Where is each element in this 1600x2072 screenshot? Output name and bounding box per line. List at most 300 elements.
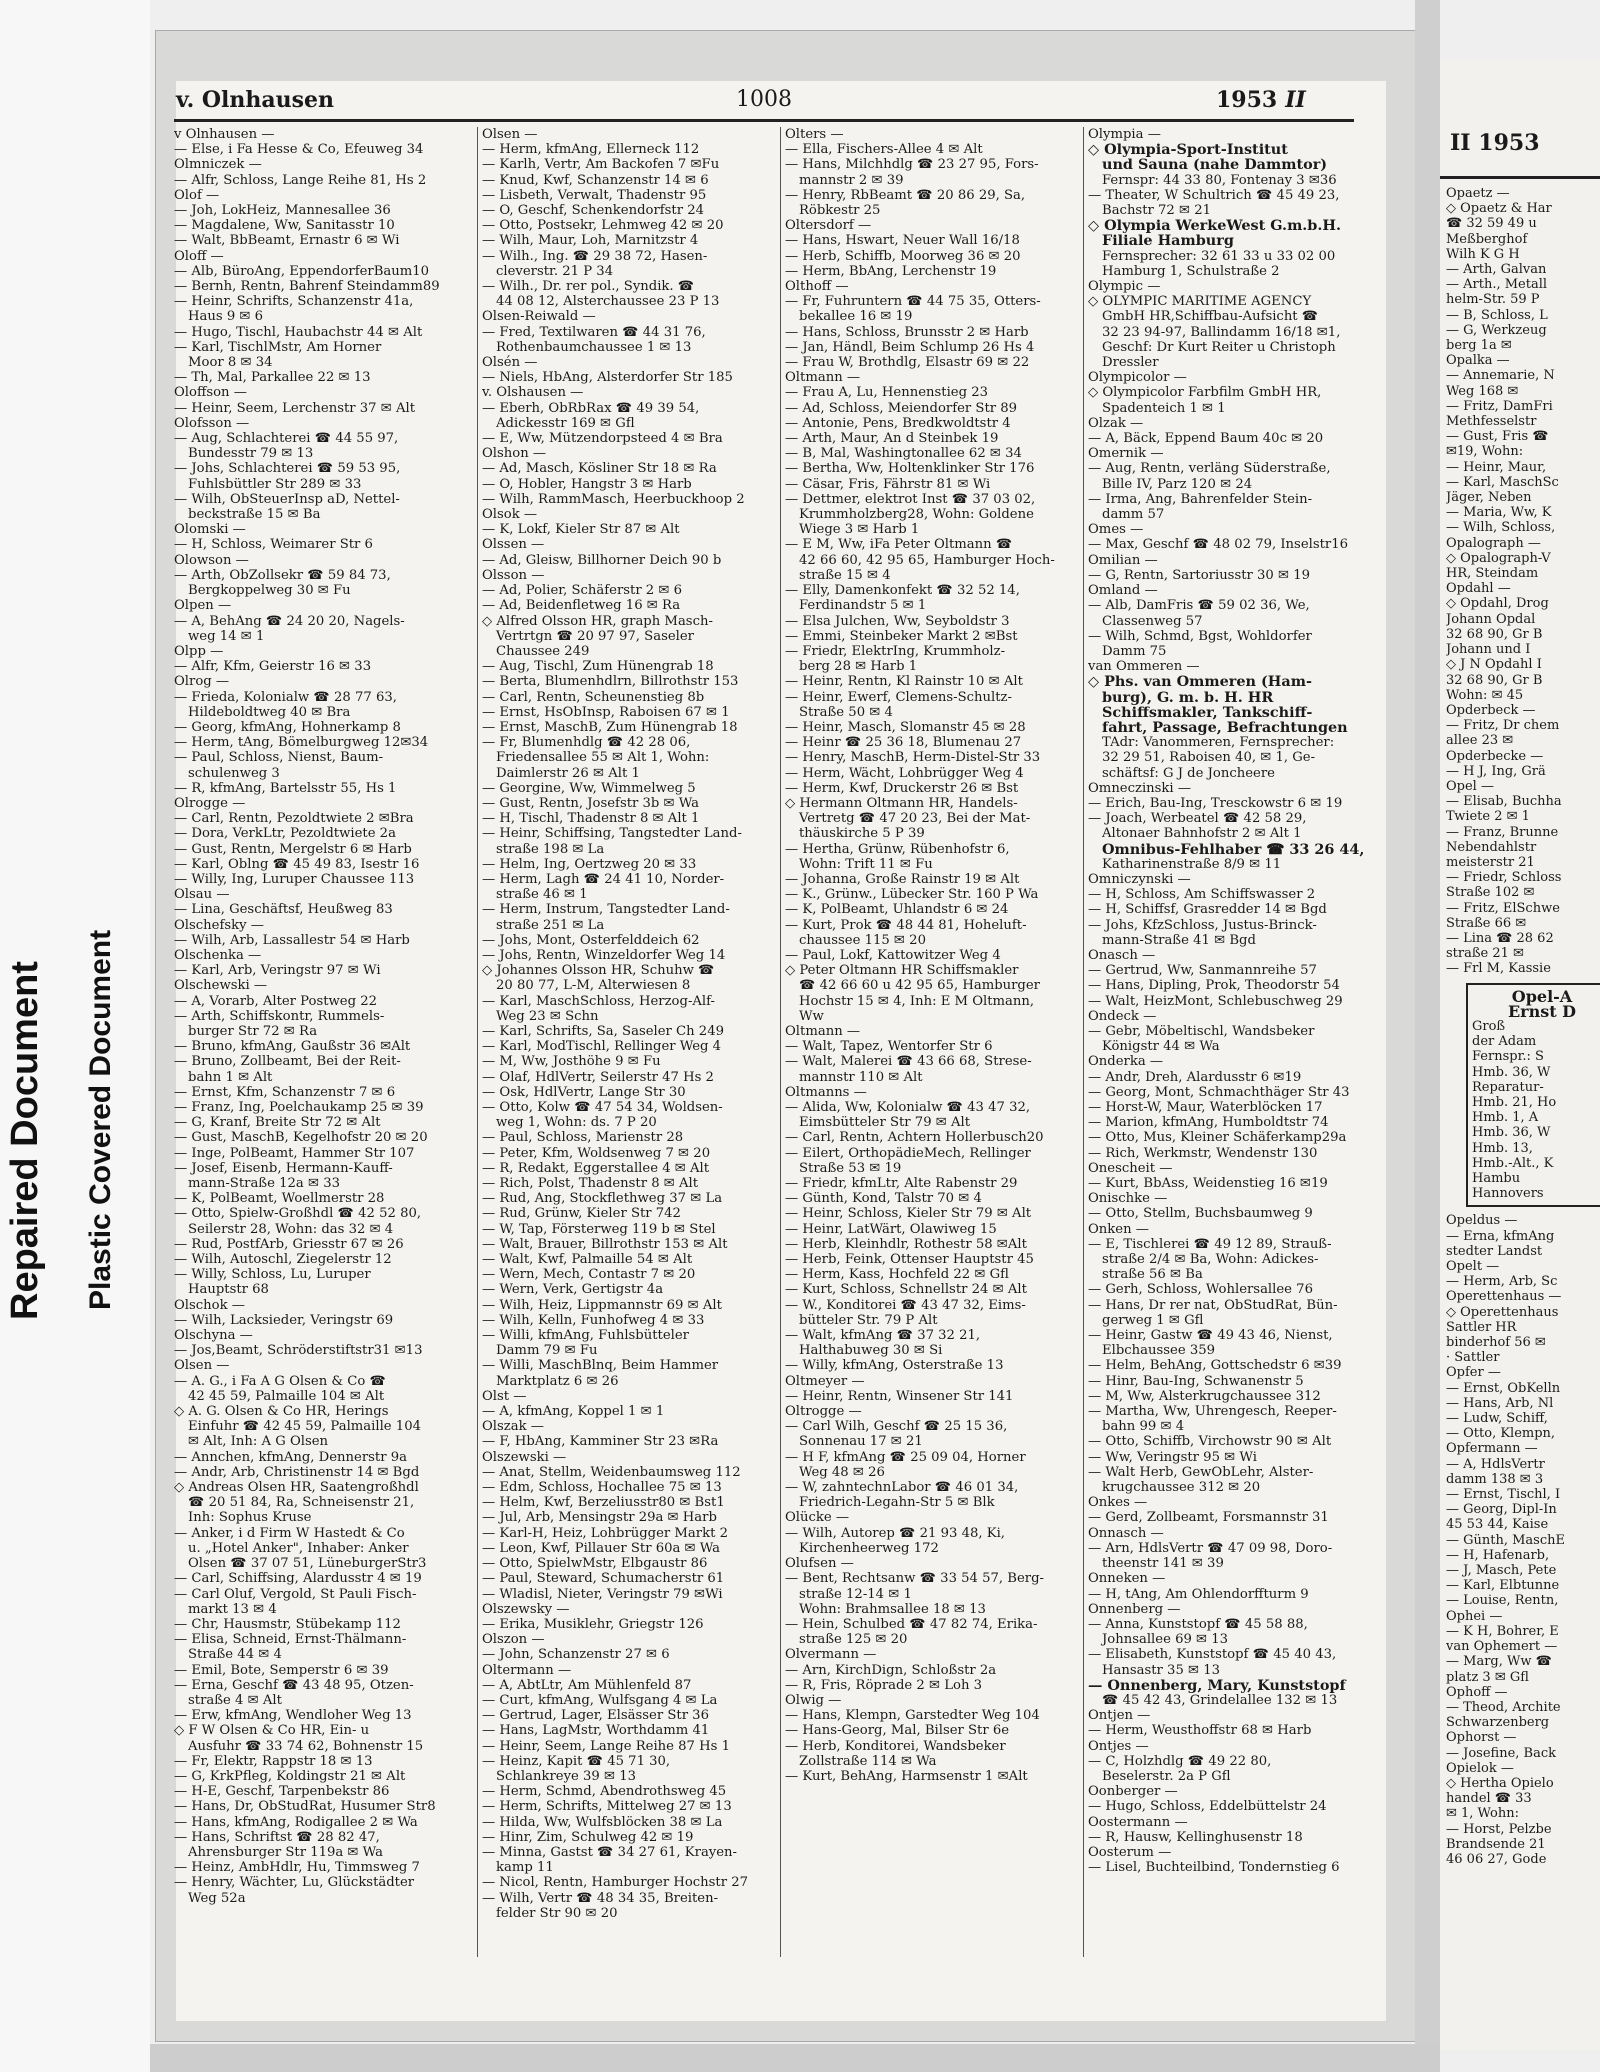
directory-entry-line: — Wilh, Maur, Loh, Marnitzstr 4 xyxy=(482,233,699,249)
directory-entry-line: — H, Schloss, Weimarer Str 6 xyxy=(174,537,373,553)
directory-entry-line: — Arth, Maur, An d Steinbek 19 xyxy=(785,431,999,447)
next-page-entry-line: — Karl, Elbtunne xyxy=(1446,1578,1560,1594)
directory-entry-line: — Helm, Kwf, Berzeliusstr80 ✉ Bst1 xyxy=(482,1495,725,1511)
directory-entry-line: ◇ Olympia WerkeWest G.m.b.H. xyxy=(1088,218,1341,234)
directory-entry-line: — Gebr, Möbeltischl, Wandsbeker xyxy=(1088,1023,1315,1039)
directory-entry-line: — Herm, Lagh ☎ 24 41 10, Norder- xyxy=(482,871,725,887)
directory-entry-line: — Elisabeth, Kunststopf ☎ 45 40 43, xyxy=(1088,1647,1337,1663)
directory-entry-line: — Walt, HeizMont, Schlebuschweg 29 xyxy=(1088,993,1343,1009)
directory-entry-line: Friedrich-Legahn-Str 5 ✉ Blk xyxy=(799,1495,995,1511)
directory-entry-line: Olpen — xyxy=(174,598,232,614)
directory-entry-line: beckstraße 15 ✉ Ba xyxy=(188,507,321,523)
directory-entry-line: — Gust, Rentn, Josefstr 3b ✉ Wa xyxy=(482,795,700,811)
directory-entry-line: — Bruno, kfmAng, Gaußstr 36 ✉Alt xyxy=(174,1039,411,1055)
directory-entry-line: — Herb, Kleinhdlr, Rothestr 58 ✉Alt xyxy=(785,1236,1027,1252)
directory-entry-line: — A. G., i Fa A G Olsen & Co ☎ xyxy=(174,1373,386,1389)
directory-entry-line: straße 125 ✉ 20 xyxy=(799,1632,908,1648)
directory-entry-line: — Heinr, Rentn, Winsener Str 141 xyxy=(785,1388,1014,1404)
next-page-entry-line: der Adam xyxy=(1472,1034,1537,1050)
directory-entry-line: u. „Hotel Anker", Inhaber: Anker xyxy=(188,1540,409,1556)
next-page-entry-line: — Wilh, Schloss, xyxy=(1446,520,1556,536)
directory-entry-line: — Anat, Stellm, Weidenbaumsweg 112 xyxy=(482,1464,741,1480)
directory-entry-line: — Kurt, BbAss, Weidenstieg 16 ✉19 xyxy=(1088,1176,1328,1192)
next-page-entry-line: Fernspr.: S xyxy=(1472,1049,1544,1065)
directory-entry-line: Onneken — xyxy=(1088,1571,1166,1587)
next-page-entry-line: Weg 168 ✉ xyxy=(1446,383,1519,399)
directory-entry-line: — Heinr ☎ 25 36 18, Blumenau 27 xyxy=(785,735,1022,751)
directory-entry-line: Spadenteich 1 ✉ 1 xyxy=(1102,400,1226,416)
directory-entry-line: Onnasch — xyxy=(1088,1525,1164,1541)
next-page-lines-top xyxy=(1446,186,1600,977)
next-page-entry-line: Johann und I xyxy=(1446,642,1531,658)
directory-entry-line: Olsau — xyxy=(174,887,230,903)
next-page-entry-line: meisterstr 21 xyxy=(1446,854,1535,870)
directory-entry-line: — Otto, Mus, Kleiner Schäferkamp29a xyxy=(1088,1130,1347,1146)
directory-entry-line: — Wilh, Vertr ☎ 48 34 35, Breiten- xyxy=(482,1890,719,1906)
next-page-entry-line: — H J, Ing, Grä xyxy=(1446,763,1546,779)
directory-entry-line: — O, Geschf, Schenkendorfstr 24 xyxy=(482,203,704,219)
directory-entry-line: Hildeboldtweg 40 ✉ Bra xyxy=(188,704,351,720)
directory-entry-line: Olst — xyxy=(482,1388,527,1404)
directory-entry-line: — W, zahntechnLabor ☎ 46 01 34, xyxy=(785,1480,1019,1496)
directory-entry-line: Daimlerstr 26 ✉ Alt 1 xyxy=(496,765,640,781)
directory-entry-line: bahn 99 ✉ 4 xyxy=(1102,1419,1185,1435)
directory-entry-line: — A, Bäck, Eppend Baum 40c ✉ 20 xyxy=(1088,431,1324,447)
next-page-entry-line: Hambu xyxy=(1472,1171,1521,1186)
directory-entry-line: fahrt, Passage, Befrachtungen xyxy=(1102,719,1348,736)
directory-entry-line: Onasch — xyxy=(1088,947,1156,963)
directory-entry-line: — Carl, Rentn, Scheunenstieg 8b xyxy=(482,689,705,705)
directory-entry-line: — Friedr, kfmLtr, Alte Rabenstr 29 xyxy=(785,1176,1018,1192)
directory-entry-line: mann-Straße 41 ✉ Bgd xyxy=(1102,932,1256,948)
directory-entry-line: Olszewsky — xyxy=(482,1601,570,1617)
directory-entry-line: Onnenberg — xyxy=(1088,1601,1181,1617)
directory-entry-line: Haus 9 ✉ 6 xyxy=(188,309,264,325)
directory-entry-line: Weg 48 ✉ 26 xyxy=(799,1464,885,1480)
directory-entry-line: — Olaf, HdlVertr, Seilerstr 47 Hs 2 xyxy=(482,1069,714,1085)
directory-entry-line: Straße 50 ✉ 4 xyxy=(799,704,893,720)
directory-entry-line: — Hans, Dr, ObStudRat, Husumer Str8 xyxy=(174,1799,436,1815)
directory-entry-line: Olympia — xyxy=(1088,127,1161,142)
directory-entry-line: Omneczinski — xyxy=(1088,780,1192,796)
next-page-entry-line: — A, HdlsVertr xyxy=(1446,1456,1545,1472)
directory-entry-line: — Fred, Textilwaren ☎ 44 31 76, xyxy=(482,324,706,340)
directory-entry-line: — Fr, Blumenhdlg ☎ 42 28 06, xyxy=(482,735,691,751)
directory-entry-line: weg 14 ✉ 1 xyxy=(188,628,265,644)
side-labels xyxy=(0,0,150,2072)
directory-entry-line: ☎ 42 66 60 u 42 95 65, Hamburger xyxy=(799,978,1040,994)
directory-entry-line: straße 46 ✉ 1 xyxy=(496,887,588,903)
directory-entry-line: Damm 75 xyxy=(1102,643,1167,659)
directory-entry-line: Olof — xyxy=(174,187,220,203)
directory-entry-line: — Hans, Milchhdlg ☎ 23 27 95, Fors- xyxy=(785,157,1039,173)
directory-entry-line: — Hans, Schloss, Brunsstr 2 ✉ Harb xyxy=(785,324,1029,340)
directory-entry-line: — Hinr, Zim, Schulweg 42 ✉ 19 xyxy=(482,1829,694,1845)
directory-entry-line: — Onnenberg, Mary, Kunststopf xyxy=(1088,1677,1346,1693)
directory-entry-line: Oltermann — xyxy=(482,1662,572,1678)
next-page-entry-line: Wohn: ✉ 45 xyxy=(1446,687,1524,703)
directory-entry-line: Olsson — xyxy=(482,567,545,583)
directory-entry-line: Eimsbütteler Str 79 ✉ Alt xyxy=(799,1115,971,1131)
directory-entry-line: ◇ Phs. van Ommeren (Ham- xyxy=(1088,674,1312,690)
directory-entry-line: Elbchaussee 359 xyxy=(1102,1343,1216,1359)
directory-entry-line: — Helm, BehAng, Gottschedstr 6 ✉39 xyxy=(1088,1358,1342,1374)
next-page-entry-line: Opel — xyxy=(1446,778,1494,794)
directory-entry-line: — Willi, kfmAng, Fuhlsbütteler xyxy=(482,1328,689,1344)
directory-entry-line: — G, Kranf, Breite Str 72 ✉ Alt xyxy=(174,1115,381,1131)
directory-entry-line: Omes — xyxy=(1088,522,1144,538)
directory-entry-line: — Günth, Kond, Talstr 70 ✉ 4 xyxy=(785,1191,982,1207)
directory-entry-line: — M, Ww, Alsterkrugchaussee 312 xyxy=(1088,1388,1321,1404)
directory-entry-line: — Walt, Malerei ☎ 43 66 68, Strese- xyxy=(785,1054,1032,1070)
directory-entry-line: — Berta, Blumenhdlrn, Billrothstr 153 xyxy=(482,674,739,690)
directory-entry-line: Oltmann — xyxy=(785,370,861,386)
directory-entry-line: — Nicol, Rentn, Hamburger Hochstr 27 xyxy=(482,1875,748,1891)
next-page-entry-line: ◇ Opaetz & Har xyxy=(1446,201,1552,217)
directory-entry-line: — Ella, Fischers-Allee 4 ✉ Alt xyxy=(785,142,983,158)
next-page-entry-line: ◇ Operettenhaus xyxy=(1446,1304,1559,1320)
next-page-entry-line: Twiete 2 ✉ 1 xyxy=(1446,809,1530,825)
scan-bottom-band xyxy=(150,2044,1440,2072)
directory-entry-line: Olvermann — xyxy=(785,1647,877,1663)
directory-entry-line: — A, kfmAng, Koppel 1 ✉ 1 xyxy=(482,1404,665,1420)
directory-entry-line: Zollstraße 114 ✉ Wa xyxy=(799,1753,937,1769)
directory-entry-line: — Heinr, Schloss, Kieler Str 79 ✉ Alt xyxy=(785,1206,1032,1222)
next-page-entry-line: Hmb. 13, xyxy=(1472,1140,1533,1156)
directory-entry-line: schäftsf: G J de Joncheere xyxy=(1102,765,1275,781)
next-page-entry-line: berg 1a ✉ xyxy=(1446,338,1512,354)
next-page-entry-line: — Gust, Fris ☎ xyxy=(1446,429,1549,445)
next-page-entry-line: stedter Landst xyxy=(1446,1243,1543,1259)
next-page-entry-line: Hmb. 1, A xyxy=(1472,1110,1539,1126)
directory-entry-line: — R, Redakt, Eggerstallee 4 ✉ Alt xyxy=(482,1160,710,1176)
next-page-year: 1953 xyxy=(1478,130,1540,156)
directory-entry-line: — Alida, Ww, Kolonialw ☎ 43 47 32, xyxy=(785,1100,1031,1115)
directory-entry-line: — Hans-Georg, Mal, Bilser Str 6e xyxy=(785,1723,1010,1739)
directory-entry-line: — Peter, Kfm, Woldsenweg 7 ✉ 20 xyxy=(482,1145,711,1161)
directory-entry-line: ◇ Peter Oltmann HR Schiffsmakler xyxy=(785,963,1019,979)
directory-entry-line: Marktplatz 6 ✉ 26 xyxy=(496,1373,619,1389)
directory-entry-line: — Hein, Schulbed ☎ 47 82 74, Erika- xyxy=(785,1616,1038,1632)
directory-entry-line: Olrog — xyxy=(174,674,230,690)
directory-entry-line: Rothenbaumchaussee 1 ✉ 13 xyxy=(496,339,692,355)
directory-entry-line: Halthabuweg 30 ✉ Si xyxy=(799,1343,943,1359)
directory-entry-line: TAdr: Vanommeren, Fernsprecher: xyxy=(1102,735,1335,751)
directory-entry-line: — H F, kfmAng ☎ 25 09 04, Horner xyxy=(785,1449,1026,1465)
repaired-document-label: Repaired Document xyxy=(4,961,46,1320)
directory-entry-line: — Carl Oluf, Vergold, St Pauli Fisch- xyxy=(174,1586,417,1602)
directory-entry-line: — Herm, Kwf, Druckerstr 26 ✉ Bst xyxy=(785,780,1019,796)
next-page-entry-line: Hannovers xyxy=(1472,1186,1544,1202)
next-page-entry-line: — Lina ☎ 28 62 xyxy=(1446,930,1554,946)
opel-advert-box xyxy=(1466,983,1600,1208)
directory-entry-line: — Rich, Polst, Thadenstr 8 ✉ Alt xyxy=(482,1176,699,1192)
directory-entry-line: — Heinr, Gastw ☎ 49 43 46, Nienst, xyxy=(1088,1328,1333,1344)
directory-entry-line: — Heinr, LatWärt, Olawiweg 15 xyxy=(785,1221,997,1237)
directory-entry-line: Olsen ☎ 37 07 51, LüneburgerStr3 xyxy=(188,1556,427,1572)
directory-entry-line: — Herb, Konditorei, Wandsbeker xyxy=(785,1738,1006,1754)
directory-entry-line: — Wern, Mech, Contastr 7 ✉ 20 xyxy=(482,1267,696,1283)
next-page-entry-line: Methfesselstr xyxy=(1446,414,1537,430)
directory-entry-line: Onderka — xyxy=(1088,1054,1164,1070)
directory-entry-line: — Johs, Mont, Osterfelddeich 62 xyxy=(482,932,700,948)
next-page-entry-line: handel ☎ 33 xyxy=(1446,1791,1532,1807)
directory-entry-line: — Paul, Lokf, Kattowitzer Weg 4 xyxy=(785,947,1001,963)
directory-entry-line: Bundesstr 79 ✉ 13 xyxy=(188,446,314,462)
directory-entry-line: — Anna, Kunststopf ☎ 45 58 88, xyxy=(1088,1616,1308,1632)
directory-entry-line: Seilerstr 28, Wohn: das 32 ✉ 4 xyxy=(188,1221,394,1237)
directory-entry-line: Wohn: Trift 11 ✉ Fu xyxy=(799,856,933,872)
directory-entry-line: — Alb, BüroAng, EppendorferBaum10 xyxy=(174,263,430,279)
directory-entry-line: — Henry, RbBeamt ☎ 20 86 29, Sa, xyxy=(785,187,1026,203)
directory-entry-line: — Ernst, HsObInsp, Raboisen 67 ✉ 1 xyxy=(482,704,730,720)
directory-entry-line: Damm 79 ✉ Fu xyxy=(496,1343,598,1359)
directory-entry-line: — K, PolBeamt, Woellmerstr 28 xyxy=(174,1191,385,1207)
directory-entry-line: — Carl, Rentn, Pezoldtwiete 2 ✉Bra xyxy=(174,811,414,827)
next-page-entry-line: Johann Opdal xyxy=(1446,611,1536,627)
next-page-entry-line: Opfermann — xyxy=(1446,1441,1538,1457)
directory-entry-line: felder Str 90 ✉ 20 xyxy=(496,1905,618,1921)
directory-entry-line: — Bertha, Ww, Holtenklinker Str 176 xyxy=(785,461,1035,477)
next-page-entry-line: 32 68 90, Gr B xyxy=(1446,672,1543,688)
directory-entry-line: — G, Rentn, Sartoriusstr 30 ✉ 19 xyxy=(1088,567,1311,583)
next-page-entry-line: — Ernst, ObKelln xyxy=(1446,1380,1561,1396)
next-page-entry-line: straße 21 ✉ xyxy=(1446,946,1524,962)
directory-entry-line: Straße 44 ✉ 4 xyxy=(188,1647,282,1663)
directory-entry-line: — Herm, Wächt, Lohbrügger Weg 4 xyxy=(785,765,1024,781)
directory-entry-line: — Erw, kfmAng, Wendloher Weg 13 xyxy=(174,1708,412,1724)
directory-entry-line: Adickesstr 169 ✉ Gfl xyxy=(496,415,635,431)
directory-entry-line: — Herm, Instrum, Tangstedter Land- xyxy=(482,902,730,918)
directory-entry-line: Onkes — xyxy=(1088,1495,1148,1511)
directory-entry-line: Olympicolor — xyxy=(1088,370,1187,386)
directory-entry-line: — Willi, MaschBlnq, Beim Hammer xyxy=(482,1358,719,1374)
advert-title-2: Ernst D xyxy=(1507,1001,1577,1021)
directory-entry-line: — Georg, Mont, Schmachthäger Str 43 xyxy=(1088,1084,1350,1100)
directory-entry-line: — Bernh, Rentn, Bahrenf Steindamm89 xyxy=(174,279,440,295)
directory-entry-line: — Lisbeth, Verwalt, Thadenstr 95 xyxy=(482,187,707,203)
directory-entry-line: Weg 52a xyxy=(188,1890,246,1906)
directory-entry-line: — Friedr, ElektrIng, Krummholz- xyxy=(785,643,1006,659)
directory-entry-line: berg 28 ✉ Harb 1 xyxy=(799,659,918,675)
next-page-entry-line: — Herm, Arb, Sc xyxy=(1446,1274,1558,1290)
directory-entry-line: mannstr 2 ✉ 39 xyxy=(799,172,904,188)
next-page-entry-line: Opielok — xyxy=(1446,1760,1514,1776)
directory-entry-line: straße 198 ✉ La xyxy=(496,841,605,857)
directory-entry-line: Bachstr 72 ✉ 21 xyxy=(1102,203,1211,219)
directory-entry-line: — Erna, Geschf ☎ 43 48 95, Otzen- xyxy=(174,1677,414,1693)
directory-entry-line: Omland — xyxy=(1088,583,1158,599)
directory-entry-line: straße 2/4 ✉ Ba, Wohn: Adickes- xyxy=(1102,1252,1319,1268)
directory-entry-line: — H, tAng, Am Ohlendorffturm 9 xyxy=(1088,1586,1309,1602)
directory-entry-line: straße 15 ✉ 4 xyxy=(799,567,891,583)
directory-entry-line: — Herm, Schmd, Abendrothsweg 45 xyxy=(482,1784,727,1800)
directory-entry-line: Olsok — xyxy=(482,507,538,523)
next-page-entry-line: — Otto, Klempn, xyxy=(1446,1426,1556,1442)
next-page-strip xyxy=(1440,60,1600,2050)
directory-entry-line: Oltrogge — xyxy=(785,1404,862,1420)
directory-entry-line: Olsen — xyxy=(482,127,538,142)
directory-entry-line: Altonaer Bahnhofstr 2 ✉ Alt 1 xyxy=(1102,826,1302,842)
directory-entry-line: Oloff — xyxy=(174,248,224,264)
next-page-entry-line: — Ernst, Tischl, I xyxy=(1446,1487,1561,1503)
directory-entry-line: ✉ Alt, Inh: A G Olsen xyxy=(188,1434,329,1450)
next-page-entry-line: ◇ Opdahl, Drog xyxy=(1446,596,1549,612)
directory-entry-line: — Jul, Arb, Mensingstr 29a ✉ Harb xyxy=(482,1510,717,1526)
next-page-entry-line: Opfer — xyxy=(1446,1365,1501,1381)
directory-entry-line: — Edm, Schloss, Hochallee 75 ✉ 13 xyxy=(482,1480,722,1496)
directory-entry-line: ◇ F W Olsen & Co HR, Ein- u xyxy=(174,1723,370,1739)
header-volume: II xyxy=(1285,87,1306,113)
directory-entry-line: — Heinz, Kapit ☎ 45 71 30, xyxy=(482,1753,671,1769)
directory-entry-line: — Willy, Ing, Luruper Chaussee 113 xyxy=(174,871,415,887)
directory-entry-line: theenstr 141 ✉ 39 xyxy=(1102,1556,1224,1572)
directory-entry-line: Omilian — xyxy=(1088,552,1158,568)
next-page-entry-line: binderhof 56 ✉ xyxy=(1446,1335,1546,1351)
directory-entry-line: — Hans, Dipling, Prok, Theodorstr 54 xyxy=(1088,978,1340,994)
directory-entry-line: — Rud, Grünw, Kieler Str 742 xyxy=(482,1206,681,1222)
directory-entry-line: Ferdinandstr 5 ✉ 1 xyxy=(799,598,927,614)
directory-entry-line: Filiale Hamburg xyxy=(1102,233,1234,249)
directory-entry-line: — W., Konditorei ☎ 43 47 32, Eims- xyxy=(785,1297,1026,1313)
next-page-entry-line: — Horst, Pelzbe xyxy=(1446,1821,1552,1837)
directory-entry-line: — Hans, kfmAng, Rodigallee 2 ✉ Wa xyxy=(174,1814,418,1830)
next-page-entry-line: — Karl, MaschSc xyxy=(1446,474,1559,490)
directory-entry-line: — Osk, HdlVertr, Lange Str 30 xyxy=(482,1084,686,1100)
directory-entry-line: — Frau W, Brothdlg, Elsastr 69 ✉ 22 xyxy=(785,355,1030,371)
directory-entry-line: — Karl, Oblng ☎ 45 49 83, Isestr 16 xyxy=(174,856,420,872)
directory-entry-line: Olszon — xyxy=(482,1632,545,1648)
directory-entry-line: Olrogge — xyxy=(174,795,246,811)
directory-entry-line: — Cäsar, Fris, Fährstr 81 ✉ Wi xyxy=(785,476,991,492)
directory-entry-line: Olschyna — xyxy=(174,1328,253,1344)
directory-entry-line: markt 13 ✉ 4 xyxy=(188,1601,277,1617)
directory-entry-line: — Carl, Rentn, Achtern Hollerbusch20 xyxy=(785,1130,1044,1146)
directory-entry-line: Wiege 3 ✉ Harb 1 xyxy=(799,522,920,538)
directory-entry-line: — Ww, Veringstr 95 ✉ Wi xyxy=(1088,1449,1257,1465)
directory-entry-line: — Wilh., Dr. rer pol., Syndik. ☎ xyxy=(482,279,695,295)
directory-entry-line: Beselerstr. 2a P Gfl xyxy=(1102,1768,1231,1784)
directory-entry-line: — Bent, Rechtsanw ☎ 33 54 57, Berg- xyxy=(785,1571,1044,1587)
directory-entry-line: — Arth, ObZollsekr ☎ 59 84 73, xyxy=(174,567,391,583)
next-page-entry-line: Brandsende 21 xyxy=(1446,1836,1546,1852)
directory-entry-line: — Chr, Hausmstr, Stübekamp 112 xyxy=(174,1616,401,1632)
directory-entry-line: Olthoff — xyxy=(785,279,849,295)
next-page-entry-line: — Arth., Metall xyxy=(1446,277,1548,293)
directory-entry-line: — Hertha, Grünw, Rübenhofstr 6, xyxy=(785,841,1010,857)
header-year-volume xyxy=(1216,87,1306,113)
directory-entry-line: — Ad, Gleisw, Billhorner Deich 90 b xyxy=(482,552,722,568)
directory-entry-line: — Georgine, Ww, Wimmelweg 5 xyxy=(482,780,696,796)
next-page-entry-line: ☎ 32 59 49 u xyxy=(1446,216,1537,232)
directory-entry-line: — Wilh, Autoschl, Ziegelerstr 12 xyxy=(174,1252,392,1268)
next-page-entry-line: Groß xyxy=(1472,1018,1506,1034)
directory-entry-line: ◇ Olympicolor Farbfilm GmbH HR, xyxy=(1088,385,1322,401)
directory-entry-line: — Walt, Tapez, Wentorfer Str 6 xyxy=(785,1039,993,1055)
directory-entry-line: chaussee 115 ✉ 20 xyxy=(799,932,926,948)
directory-entry-line: Röbkestr 25 xyxy=(799,203,881,219)
directory-entry-line: — Wladisl, Nieter, Veringstr 79 ✉Wi xyxy=(482,1586,723,1602)
directory-entry-line: Krummholzberg28, Wohn: Goldene xyxy=(799,507,1034,523)
directory-entry-line: 20 80 77, L-M, Alterwiesen 8 xyxy=(496,978,691,994)
directory-entry-line: Oltmanns — xyxy=(785,1084,867,1100)
directory-entry-line: — Ad, Polier, Schäferstr 2 ✉ 6 xyxy=(482,583,683,599)
directory-entry-line: ◇ Johannes Olsson HR, Schuhw ☎ xyxy=(482,963,715,979)
next-page-entry-line: — Heinr, Maur, xyxy=(1446,459,1547,475)
directory-entry-line: Oosterum — xyxy=(1088,1844,1172,1860)
directory-entry-line: — Horst-W, Maur, Waterblöcken 17 xyxy=(1088,1100,1323,1115)
directory-entry-line: — Karlh, Vertr, Am Backofen 7 ✉Fu xyxy=(482,157,720,173)
next-page-entry-line: Opdahl — xyxy=(1446,581,1511,597)
directory-entry-line: Königstr 44 ✉ Wa xyxy=(1102,1039,1220,1055)
next-page-entry-line: — H, Hafenarb, xyxy=(1446,1547,1550,1563)
directory-entry-line: — Jan, Händl, Beim Schlump 26 Hs 4 xyxy=(785,339,1035,355)
directory-entry-line: — Ad, Masch, Kösliner Str 18 ✉ Ra xyxy=(482,461,717,477)
directory-entry-line: Hansastr 35 ✉ 13 xyxy=(1102,1662,1221,1678)
directory-entry-line: — Emmi, Steinbeker Markt 2 ✉Bst xyxy=(785,628,1018,644)
directory-entry-line: — Wilh, RammMasch, Heerbuckhoop 2 xyxy=(482,491,745,507)
page-header xyxy=(156,87,1336,117)
next-page-entry-line: — B, Schloss, L xyxy=(1446,307,1548,323)
next-page-entry-line: — Ludw, Schiff, xyxy=(1446,1411,1548,1427)
directory-entry-line: — Minna, Gastst ☎ 34 27 61, Krayen- xyxy=(482,1844,738,1860)
directory-entry-line: — Herm, kfmAng, Ellerneck 112 xyxy=(482,142,700,158)
directory-entry-line: Weg 23 ✉ Schn xyxy=(496,1008,599,1024)
directory-entry-line: weg 1, Wohn: ds. 7 P 20 xyxy=(496,1115,657,1131)
directory-entry-line: Olschenka — xyxy=(174,947,262,963)
next-page-entry-line: — K H, Bohrer, E xyxy=(1446,1623,1559,1639)
next-page-entry-line: Straße 66 ✉ xyxy=(1446,915,1527,931)
directory-entry-line: ◇ Hermann Oltmann HR, Handels- xyxy=(785,795,1018,811)
directory-entry-line: — Andr, Arb, Christinenstr 14 ✉ Bgd xyxy=(174,1464,420,1480)
directory-entry-line: v Olnhausen — xyxy=(174,127,275,142)
directory-entry-line: 32 23 94-97, Ballindamm 16/18 ✉1, xyxy=(1102,324,1341,340)
directory-entry-line: ☎ 45 42 43, Grindelallee 132 ✉ 13 xyxy=(1102,1692,1338,1708)
directory-page xyxy=(155,30,1417,2042)
next-page-entry-line: ◇ Opalograph-V xyxy=(1446,550,1551,566)
directory-entry-line: van Ommeren — xyxy=(1088,659,1200,675)
directory-entry-line: — Herm, Weusthoffstr 68 ✉ Harb xyxy=(1088,1723,1312,1739)
directory-entry-line: — Walt, Brauer, Billrothstr 153 ✉ Alt xyxy=(482,1236,728,1252)
directory-entry-line: — Emil, Bote, Semperstr 6 ✉ 39 xyxy=(174,1662,389,1678)
next-page-entry-line: — Marg, Ww ☎ xyxy=(1446,1654,1552,1670)
directory-entry-line: — H, Tischl, Thadenstr 8 ✉ Alt 1 xyxy=(482,811,700,827)
directory-entry-line: — Walt, Kwf, Palmaille 54 ✉ Alt xyxy=(482,1252,693,1268)
next-page-entry-line: Opderbecke — xyxy=(1446,748,1544,764)
directory-entry-line: — Ernst, Kfm, Schanzenstr 7 ✉ 6 xyxy=(174,1084,396,1100)
directory-entry-line: schulenweg 3 xyxy=(188,765,280,781)
directory-entry-line: 44 08 12, Alsterchaussee 23 P 13 xyxy=(496,294,720,310)
next-page-entry-line: — Josefine, Back xyxy=(1446,1745,1556,1761)
next-page-volume: II xyxy=(1450,130,1471,156)
directory-entry-line: — Th, Mal, Parkallee 22 ✉ 13 xyxy=(174,370,371,386)
directory-entry-line: — Paul, Steward, Schumacherstr 61 xyxy=(482,1571,725,1587)
directory-entry-line: — Herm, tAng, Bömelburgweg 12✉34 xyxy=(174,735,429,751)
directory-entry-line: Moor 8 ✉ 34 xyxy=(188,355,273,371)
column-2 xyxy=(477,127,780,1957)
directory-entry-line: GmbH HR,Schiffbau-Aufsicht ☎ xyxy=(1102,309,1319,325)
directory-entry-line: kamp 11 xyxy=(496,1860,554,1876)
directory-entry-line: Bille IV, Parz 120 ✉ 24 xyxy=(1102,476,1253,492)
directory-entry-line: Wohn: Brahmsallee 18 ✉ 13 xyxy=(799,1601,986,1617)
directory-entry-line: — Erika, Musiklehr, Griegstr 126 xyxy=(482,1616,704,1632)
directory-entry-line: — Paul, Schloss, Nienst, Baum- xyxy=(174,750,384,766)
page-binding-gap xyxy=(1415,0,1440,2072)
directory-entry-line: Ontjen — xyxy=(1088,1708,1151,1724)
directory-entry-line: — Marion, kfmAng, Humboldtstr 74 xyxy=(1088,1115,1329,1131)
directory-entry-line: mann-Straße 12a ✉ 33 xyxy=(188,1176,340,1192)
directory-entry-line: — W, Tap, Försterweg 119 b ✉ Stel xyxy=(482,1221,716,1237)
